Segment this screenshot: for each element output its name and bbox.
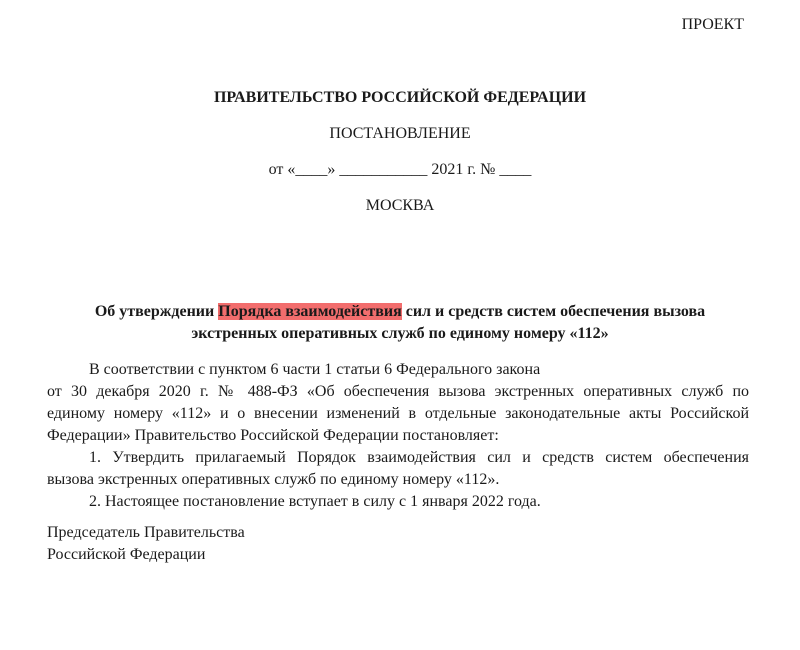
body-line-2: от 30 декабря 2020 г. № 488-ФЗ «Об обеспечения вызова экстренных оперативных служб по [47,383,749,400]
body-item-1-line-1: 1. Утвердить прилагаемый Порядок взаимодействия сил и средств систем обеспечения [89,449,749,466]
body-line-3: единому номеру «112» и о внесении изменений в отдельные законодательные акты Российской [47,405,749,422]
signature-line-2: Российской Федерации [47,546,206,563]
body-item-2: 2. Настоящее постановление вступает в силу с 1 января 2022 года. [89,493,541,510]
signature-block [47,522,245,566]
city-label: МОСКВА [365,197,435,214]
title-line-2: экстренных оперативных служб по единому номеру «112» [191,325,609,342]
body-line-1: В соответствии с пунктом 6 части 1 статьи 6 Федерального закона [89,361,541,378]
body-item-1-line-2: вызова экстренных оперативных служб по единому номеру «112». [47,471,500,488]
resolution-heading: ПОСТАНОВЛЕНИЕ [329,125,471,142]
title-prefix: Об утверждении [94,303,219,320]
title-highlight: Порядка взаимодействия [218,303,402,320]
title-suffix: сил и средств систем обеспечения вызова [401,303,706,320]
signature-line-1: Председатель Правительства [47,524,245,541]
body-line-4: Федерации» Правительство Российской Федерации постановляет: [47,427,499,444]
project-label: ПРОЕКТ [681,16,744,33]
date-number-line: от «____» ___________ 2021 г. № ____ [268,161,532,178]
title-line-1 [0,301,800,323]
document-title [0,301,800,345]
government-heading: ПРАВИТЕЛЬСТВО РОССИЙСКОЙ ФЕДЕРАЦИИ [213,89,587,106]
document-body [47,359,749,513]
